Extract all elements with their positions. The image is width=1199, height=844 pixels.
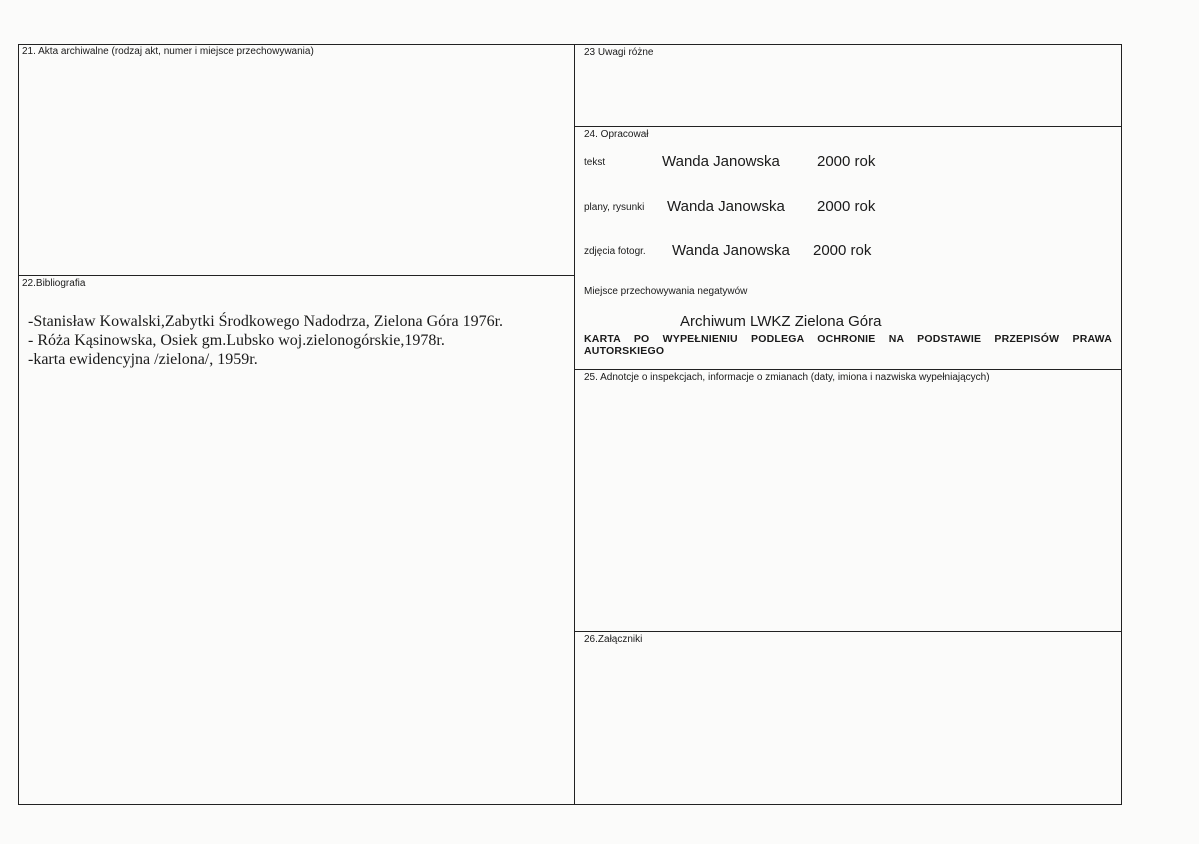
negatives-location-value: Archiwum LWKZ Zielona Góra <box>680 313 882 330</box>
bibliography-entry: - Róża Kąsinowska, Osiek gm.Lubsko woj.zielonogórskie,1978r. <box>28 332 445 349</box>
author-year: 2000 rok <box>813 242 872 259</box>
negatives-location-label: Miejsce przechowywania negatywów <box>584 286 748 297</box>
section-23-label: 23 Uwagi różne <box>584 47 654 58</box>
author-row-label: tekst <box>584 157 606 168</box>
author-name: Wanda Janowska <box>667 198 785 215</box>
section-24-label: 24. Opracował <box>584 129 649 140</box>
divider-23-24 <box>574 126 1122 127</box>
author-name: Wanda Janowska <box>662 153 780 170</box>
divider-25-26 <box>574 631 1122 632</box>
column-divider <box>574 44 575 805</box>
section-21-label: 21. Akta archiwalne (rodzaj akt, numer i miejsce przechowywania) <box>22 46 314 57</box>
divider-21-22 <box>18 275 574 276</box>
bibliography-entry: -Stanisław Kowalski,Zabytki Środkowego Nadodrza, Zielona Góra 1976r. <box>28 313 504 330</box>
author-row-label: zdjęcia fotogr. <box>584 246 646 257</box>
author-year: 2000 rok <box>817 198 876 215</box>
copyright-notice: KARTA PO WYPEŁNIENIU PODLEGA OCHRONIE NA PODSTAWIE PRZEPISÓW PRAWA AUTORSKIEGO <box>584 333 1112 357</box>
divider-24-25 <box>574 369 1122 370</box>
author-name: Wanda Janowska <box>672 242 790 259</box>
section-26-label: 26.Załączniki <box>584 634 643 645</box>
author-year: 2000 rok <box>817 153 876 170</box>
bibliography-entry: -karta ewidencyjna /zielona/, 1959r. <box>28 351 258 368</box>
section-22-label: 22.Bibliografia <box>22 278 86 289</box>
form-frame <box>18 44 1122 805</box>
section-25-label: 25. Adnotcje o inspekcjach, informacje o zmianach (daty, imiona i nazwiska wypełniających) <box>584 372 990 383</box>
author-row-label: plany, rysunki <box>584 202 645 213</box>
